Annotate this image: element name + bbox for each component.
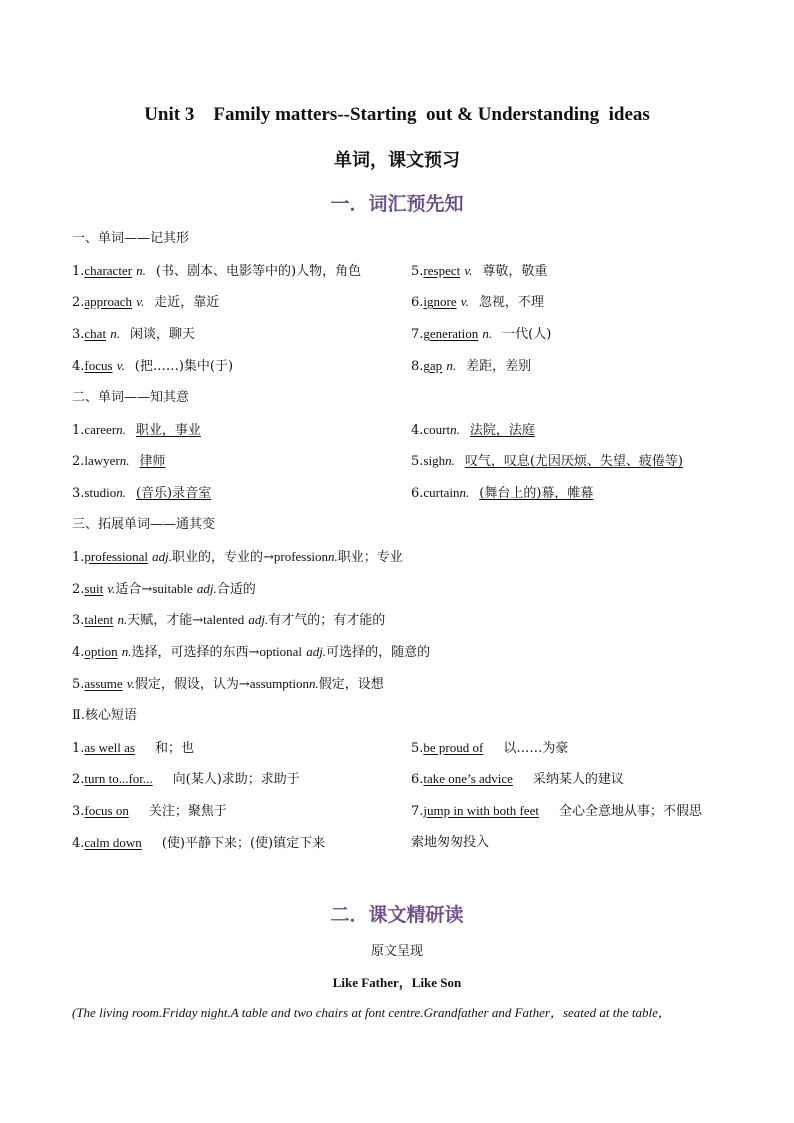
vocab-item: 3.chat n. 闲谈，聊天 xyxy=(72,326,195,342)
phrase-item: 7.jump in with both feet 全心全意地从事；不假思 xyxy=(411,803,702,819)
derivation-item: 2.suit v.适合→suitable adj.合适的 xyxy=(72,581,256,597)
vocab-item: 8.gap n. 差距，差别 xyxy=(411,358,532,374)
vocab-item: 7.generation n. 一代(人) xyxy=(411,326,552,342)
derivation-item: 3.talent n.天赋，才能→talented adj.有才气的；有才能的 xyxy=(72,612,386,628)
subtitle: 单词，课文预习 xyxy=(334,150,460,171)
vocab-item: 1.careern. 职业，事业 xyxy=(72,422,201,438)
phrase-item: 2.turn to...for... 向(某人)求助；求助于 xyxy=(72,771,300,787)
part-label: 一、单词——记其形 xyxy=(72,231,190,246)
section-heading-reading: 二．课文精研读 xyxy=(330,904,464,926)
vocab-item: 2.lawyern. 律师 xyxy=(72,453,166,469)
phrase-item: 4.calm down (使)平静下来；(使)镇定下来 xyxy=(72,835,326,851)
derivation-item: 4.option n.选择，可选择的东西→optional adj.可选择的，随意的 xyxy=(72,644,431,660)
section-heading-vocabulary: 一．词汇预先知 xyxy=(330,193,464,215)
vocab-item: 1.character n. (书、剧本、电影等中的)人物，角色 xyxy=(72,263,362,279)
part-label: 三、拓展单词——通其变 xyxy=(72,517,216,532)
derivation-item: 1.professional adj.职业的，专业的→professionn.职业；专业 xyxy=(72,549,403,565)
derivation-item: 5.assume v.假定，假设，认为→assumptionn.假定，设想 xyxy=(72,676,384,692)
phrase-item-continuation: 索地匆匆投入 xyxy=(411,835,490,850)
part-label: 二、单词——知其意 xyxy=(72,390,190,405)
vocab-item: 3.studion. (音乐)录音室 xyxy=(72,485,212,501)
story-first-line: (The living room.Friday night.A table and two chairs at font centre.Grandfather and Father，seated at the table， xyxy=(72,1005,671,1020)
vocab-item: 5.sighn. 叹气，叹息(尤因厌烦、失望、疲倦等) xyxy=(411,453,683,469)
story-title: Like Father，Like Son xyxy=(332,975,462,990)
vocab-item: 4.courtn. 法院，法庭 xyxy=(411,422,535,438)
vocab-item: 4.focus v. (把……)集中(于) xyxy=(72,358,234,374)
vocab-item: 5.respect v. 尊敬，敬重 xyxy=(411,263,548,279)
phrase-item: 5.be proud of 以……为豪 xyxy=(411,740,569,756)
unit-title: Unit 3 Family matters--Starting out & Understanding ideas xyxy=(144,104,650,125)
phrase-item: 6.take one’s advice 采纳某人的建议 xyxy=(411,771,624,787)
vocab-item: 2.approach v. 走近，靠近 xyxy=(72,294,220,310)
phrase-item: 3.focus on 关注；聚焦于 xyxy=(72,803,227,819)
vocab-item: 6.curtainn. (舞台上的)幕，帷幕 xyxy=(411,485,594,501)
reading-subheading: 原文呈现 xyxy=(370,944,423,959)
phrase-item: 1.as well as 和；也 xyxy=(72,740,194,756)
vocab-item: 6.ignore v. 忽视，不理 xyxy=(411,294,544,310)
part-label: Ⅱ.核心短语 xyxy=(72,708,137,723)
